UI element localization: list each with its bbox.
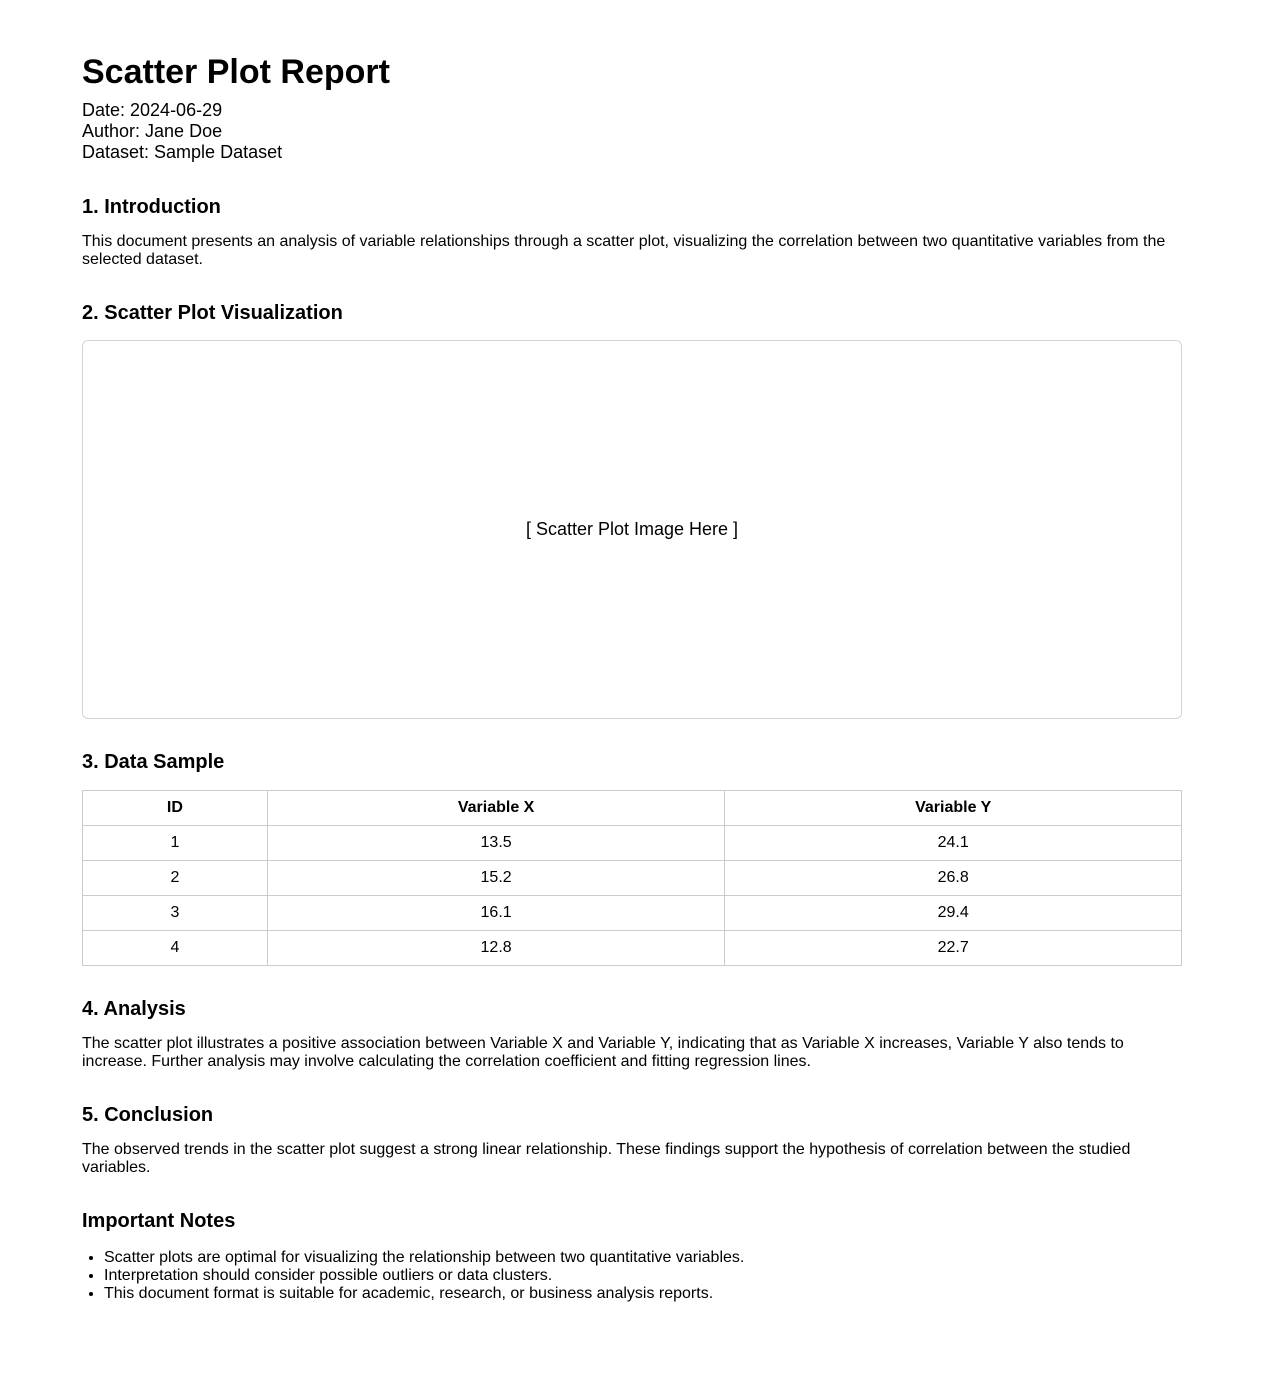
- conclusion-section: [82, 1103, 1182, 1177]
- notes-heading: Important Notes: [82, 1210, 236, 1232]
- report-page: [82, 0, 1182, 1303]
- analysis-heading: 4. Analysis: [82, 998, 186, 1020]
- cell-variable-x: 15.2: [267, 861, 725, 896]
- cell-id: 4: [83, 931, 268, 966]
- introduction-heading: 1. Introduction: [82, 196, 221, 218]
- report-author: Author: Jane Doe: [82, 121, 223, 141]
- table-row: [83, 861, 1182, 896]
- data-sample-section: [82, 750, 1182, 966]
- introduction-text: This document presents an analysis of variable relationships through a scatter plot, visualizing the correlation between two quantitative variables from the selected dataset.: [82, 233, 1166, 268]
- page-title: Scatter Plot Report: [82, 53, 390, 91]
- analysis-text: The scatter plot illustrates a positive association between Variable X and Variable Y, indicating that as Variable X increases, Variable Y also tends to increase. Further analysis may involve calculating the correlation coefficient and fitting regression lines.: [82, 1035, 1124, 1070]
- visualization-section: [82, 301, 1182, 719]
- data-sample-table: [82, 790, 1182, 966]
- list-item: • This document format is suitable for academic, research, or business analysis reports.: [104, 1285, 1182, 1303]
- column-header-id: ID: [83, 791, 268, 826]
- scatter-plot-placeholder: [82, 340, 1182, 719]
- cell-id: 1: [83, 826, 268, 861]
- table-row: [83, 931, 1182, 966]
- data-sample-heading: 3. Data Sample: [82, 751, 225, 773]
- cell-variable-x: 12.8: [267, 931, 725, 966]
- cell-variable-x: 13.5: [267, 826, 725, 861]
- cell-id: 2: [83, 861, 268, 896]
- cell-variable-x: 16.1: [267, 896, 725, 931]
- cell-variable-y: 26.8: [725, 861, 1182, 896]
- column-header-variable-y: Variable Y: [725, 791, 1182, 826]
- column-header-variable-x: Variable X: [267, 791, 725, 826]
- scatter-plot-placeholder-text: [ Scatter Plot Image Here ]: [525, 519, 739, 539]
- cell-variable-y: 24.1: [725, 826, 1182, 861]
- table-row: [83, 826, 1182, 861]
- list-item: • Scatter plots are optimal for visualizing the relationship between two quantitative variables.: [104, 1249, 1182, 1267]
- cell-variable-y: 29.4: [725, 896, 1182, 931]
- report-meta: [82, 100, 1182, 163]
- analysis-section: [82, 997, 1182, 1071]
- notes-list: [82, 1249, 1182, 1303]
- conclusion-heading: 5. Conclusion: [82, 1104, 214, 1126]
- report-date: Date: 2024-06-29: [82, 100, 223, 120]
- report-dataset: Dataset: Sample Dataset: [82, 142, 283, 162]
- notes-section: [82, 1209, 1182, 1303]
- cell-id: 3: [83, 896, 268, 931]
- table-row: [83, 896, 1182, 931]
- table-header-row: [83, 791, 1182, 826]
- list-item: • Interpretation should consider possible outliers or data clusters.: [104, 1267, 1182, 1285]
- cell-variable-y: 22.7: [725, 931, 1182, 966]
- conclusion-text: The observed trends in the scatter plot suggest a strong linear relationship. These findings support the hypothesis of correlation between the studied variables.: [82, 1141, 1131, 1176]
- visualization-heading: 2. Scatter Plot Visualization: [82, 302, 343, 324]
- introduction-section: [82, 195, 1182, 269]
